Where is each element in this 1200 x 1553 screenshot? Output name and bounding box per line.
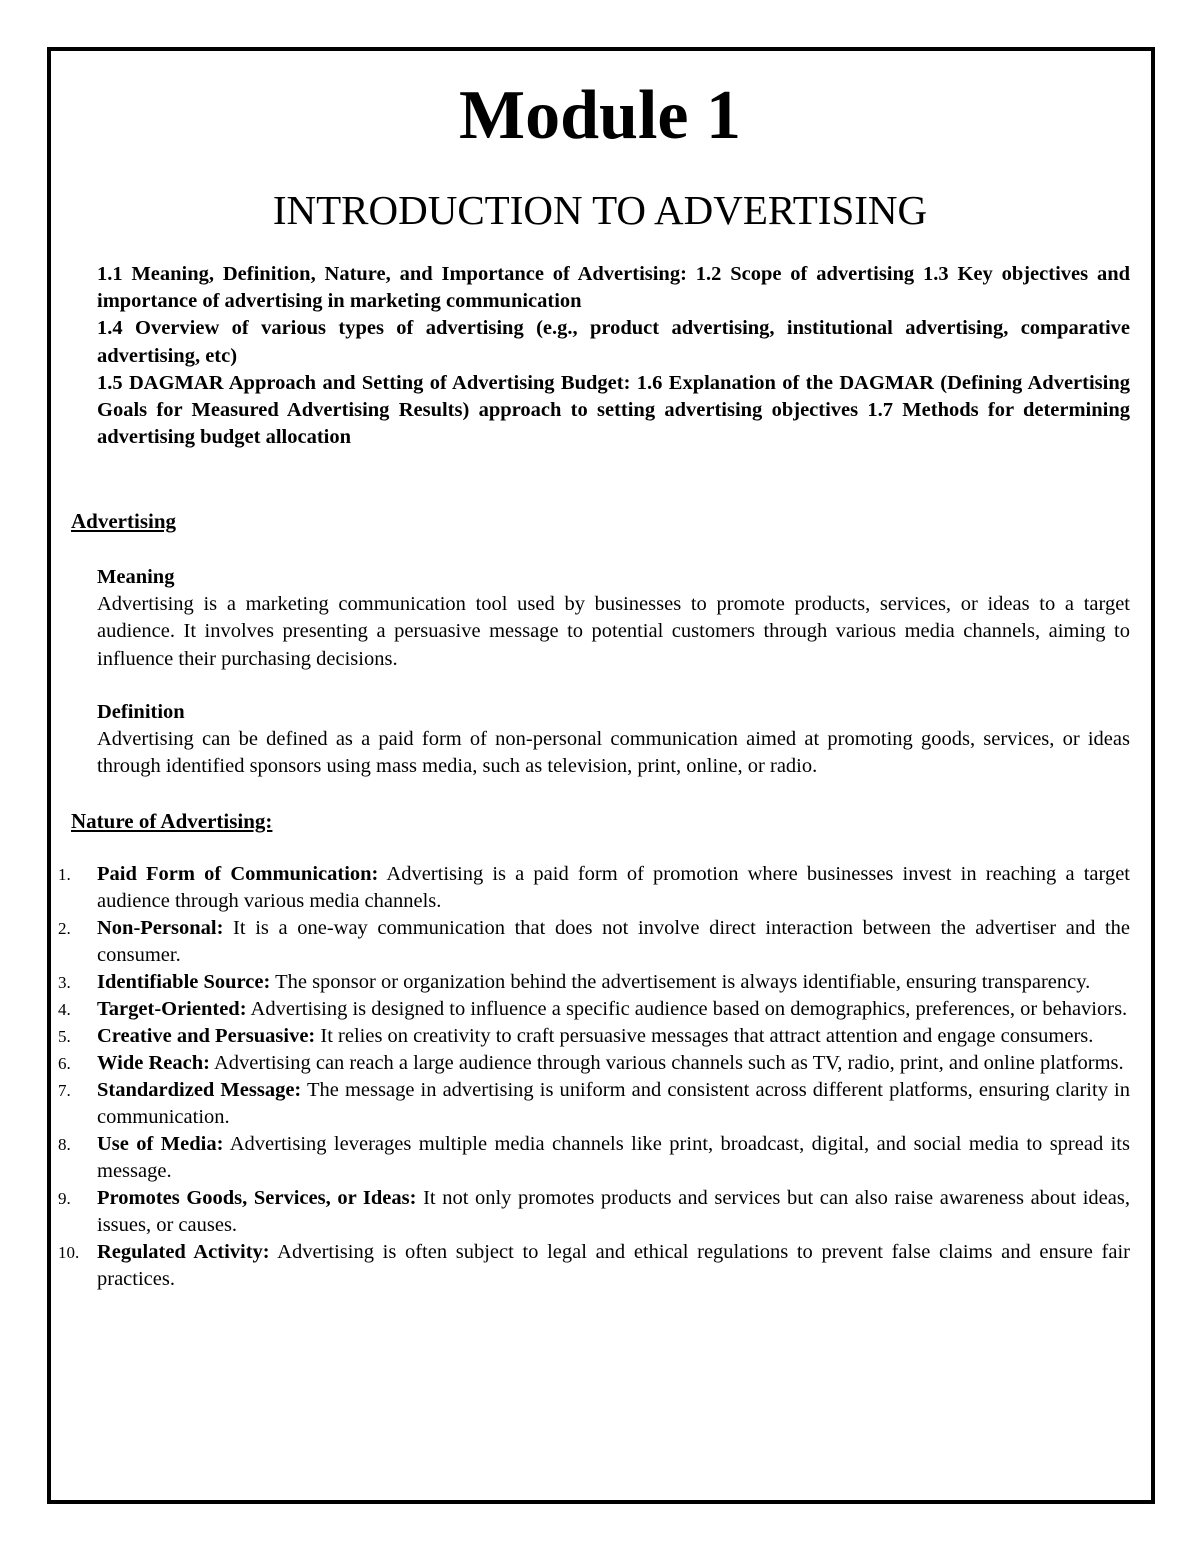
module-title: Module 1 xyxy=(459,77,741,154)
toc-entry: 1.5 DAGMAR Approach and Setting of Advertising Budget: 1.6 Explanation of the DAGMAR (Defining Advertising Goals for Measured Advertising Results) approach to setting advertising objectives 1.7 Methods for determining advertising budget allocation xyxy=(97,371,1130,449)
list-number: 6. xyxy=(58,1054,71,1073)
list-number: 7. xyxy=(58,1081,71,1100)
list-item xyxy=(0,1023,1130,1050)
section-heading-nature: Nature of Advertising: xyxy=(71,809,273,833)
list-text: It not only promotes products and services but can also raise awareness about ideas, issues, or causes. xyxy=(97,1187,1130,1236)
list-term: Use of Media: xyxy=(97,1133,224,1155)
list-item xyxy=(0,861,1130,915)
module-subtitle: INTRODUCTION TO ADVERTISING xyxy=(272,187,928,233)
list-item xyxy=(0,1050,1130,1077)
list-term: Non-Personal: xyxy=(97,917,224,939)
section-heading-advertising: Advertising xyxy=(71,509,176,533)
list-term: Promotes Goods, Services, or Ideas: xyxy=(97,1187,417,1209)
definition-block xyxy=(97,699,1130,781)
list-number: 2. xyxy=(58,919,71,938)
meaning-label: Meaning xyxy=(97,566,175,588)
list-item xyxy=(0,915,1130,969)
list-number: 5. xyxy=(58,1027,71,1046)
list-term: Wide Reach: xyxy=(97,1052,210,1074)
toc-entry: 1.4 Overview of various types of advertising (e.g., product advertising, institutional advertising, comparative advertising, etc) xyxy=(97,317,1130,367)
nature-list xyxy=(0,861,1130,1293)
list-text: The sponsor or organization behind the advertisement is always identifiable, ensuring transparency. xyxy=(275,971,1091,993)
list-number: 4. xyxy=(58,1000,71,1019)
meaning-block xyxy=(97,564,1130,673)
list-text: Advertising is designed to influence a specific audience based on demographics, preferences, or behaviors. xyxy=(250,998,1128,1020)
list-text: Advertising leverages multiple media channels like print, broadcast, digital, and social media to spread its message. xyxy=(97,1133,1130,1182)
list-item xyxy=(0,1239,1130,1293)
list-item xyxy=(0,1185,1130,1239)
list-text: The message in advertising is uniform and consistent across different platforms, ensuring clarity in communication. xyxy=(97,1079,1130,1128)
list-term: Regulated Activity: xyxy=(97,1241,270,1263)
definition-text: Advertising can be defined as a paid form of non-personal communication aimed at promoting goods, services, or ideas through identified sponsors using mass media, such as television, print, online, or radio. xyxy=(97,728,1130,778)
list-term: Identifiable Source: xyxy=(97,971,271,993)
list-text: It relies on creativity to craft persuasive messages that attract attention and engage consumers. xyxy=(320,1025,1094,1047)
list-number: 8. xyxy=(58,1135,71,1154)
list-term: Creative and Persuasive: xyxy=(97,1025,316,1047)
list-text: Advertising can reach a large audience through various channels such as TV, radio, print, and online platforms. xyxy=(213,1052,1124,1074)
list-term: Paid Form of Communication: xyxy=(97,863,379,885)
list-item xyxy=(0,996,1130,1023)
list-number: 1. xyxy=(58,865,71,884)
list-number: 9. xyxy=(58,1189,71,1208)
list-term: Standardized Message: xyxy=(97,1079,302,1101)
meaning-text: Advertising is a marketing communication tool used by businesses to promote products, services, or ideas to a target audience. It involves presenting a persuasive message to potential customers through various media channels, aiming to influence their purchasing decisions. xyxy=(97,593,1130,670)
toc-entry: 1.1 Meaning, Definition, Nature, and Importance of Advertising: 1.2 Scope of advertising 1.3 Key objectives and importance of advertising in marketing communication xyxy=(97,263,1130,313)
list-text: It is a one-way communication that does not involve direct interaction between the advertiser and the consumer. xyxy=(97,917,1131,966)
list-number: 3. xyxy=(58,973,71,992)
list-item xyxy=(0,1131,1130,1185)
list-text: Advertising is often subject to legal and ethical regulations to prevent false claims and ensure fair practices. xyxy=(97,1241,1130,1290)
list-term: Target-Oriented: xyxy=(97,998,247,1020)
definition-label: Definition xyxy=(97,701,185,723)
list-number: 10. xyxy=(58,1243,80,1262)
list-item xyxy=(0,1077,1130,1131)
list-item xyxy=(0,969,1130,996)
table-of-contents xyxy=(97,261,1130,451)
list-text: Advertising is a paid form of promotion where businesses invest in reaching a target audience through various media channels. xyxy=(97,863,1130,912)
